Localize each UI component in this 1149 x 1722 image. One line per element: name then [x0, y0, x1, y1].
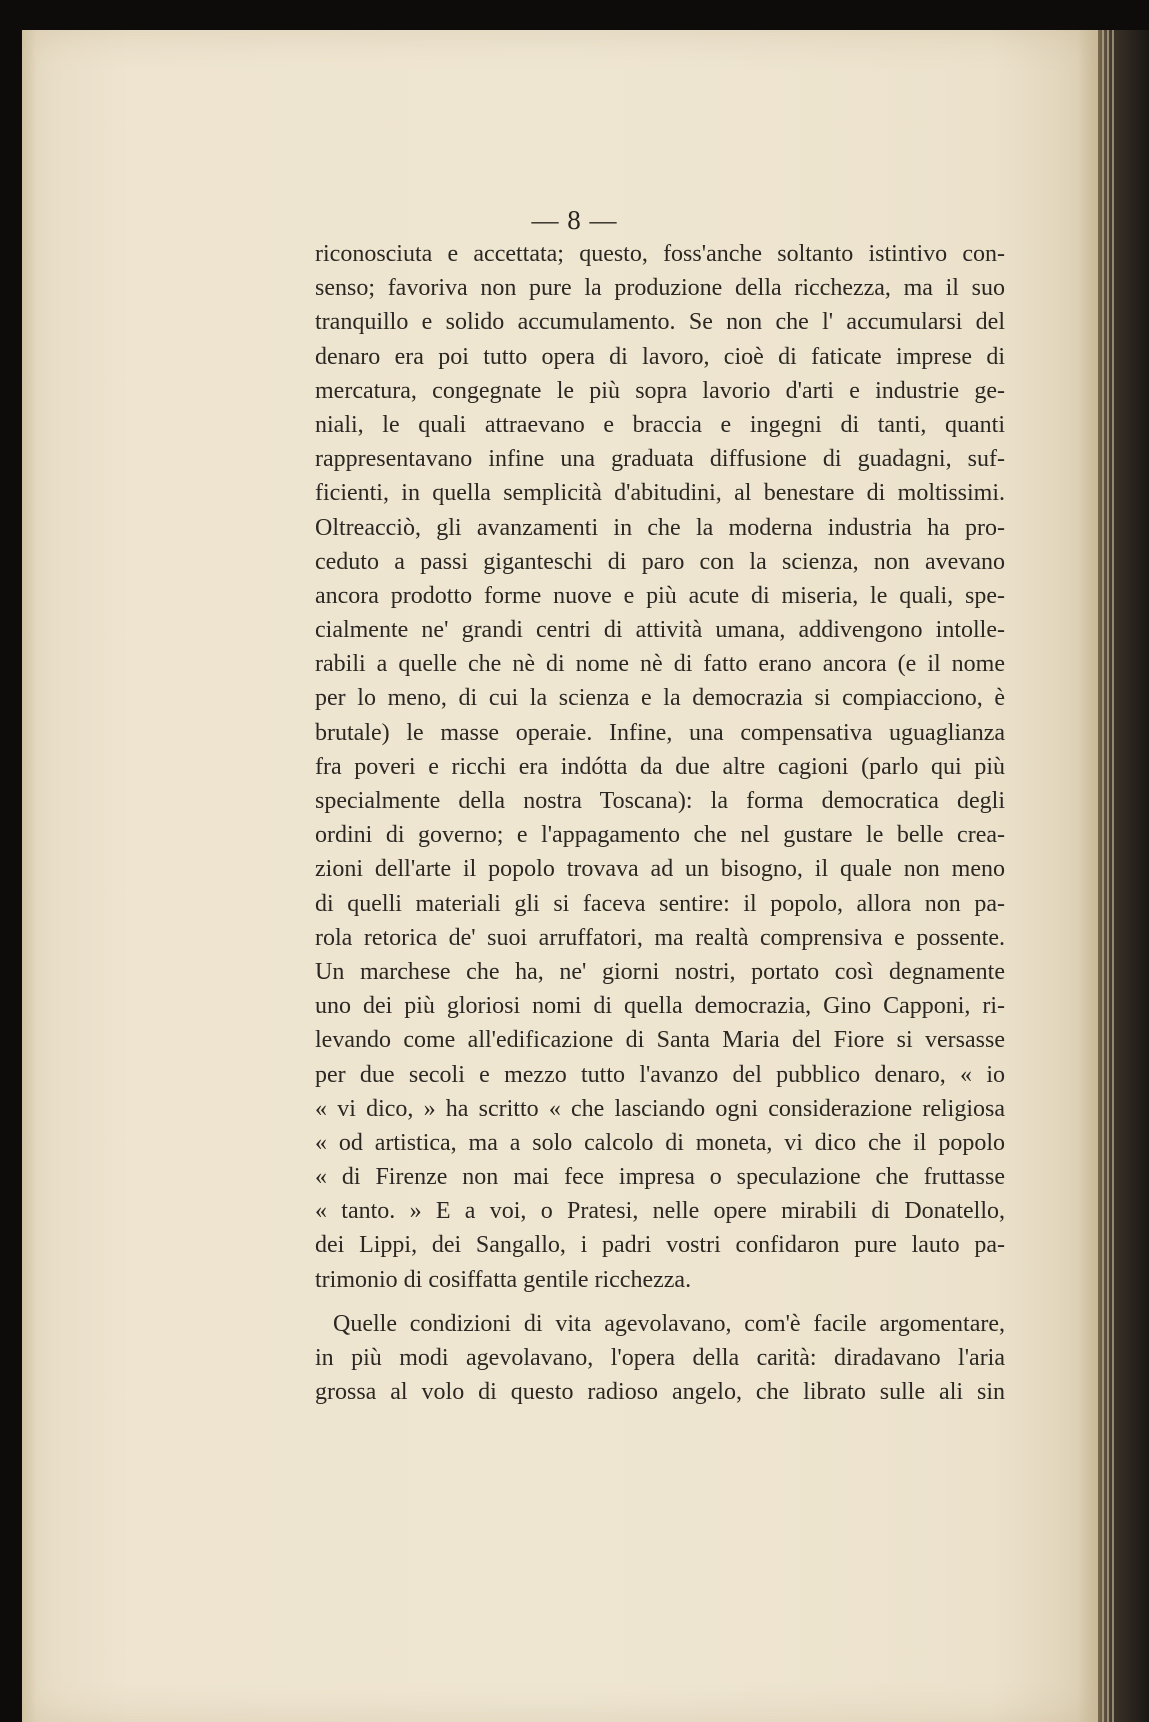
- text-line: cialmente ne' grandi centri di attività umana, addivengono intolle-: [315, 617, 1005, 644]
- body-text: [315, 237, 1005, 1409]
- text-line: di quelli materiali gli si faceva sentire: il popolo, allora non pa-: [315, 890, 1005, 917]
- page-gutter-shadow: [22, 30, 36, 1722]
- text-line: ancora prodotto forme nuove e più acute di miseria, le quali, spe-: [315, 582, 1005, 609]
- text-line: ordini di governo; e l'appagamento che nel gustare le belle crea-: [315, 822, 1005, 849]
- text-line: niali, le quali attraevano e braccia e ingegni di tanti, quanti: [315, 411, 1005, 438]
- text-line: « di Firenze non mai fece impresa o speculazione che fruttasse: [315, 1164, 1005, 1191]
- text-line: uno dei più gloriosi nomi di quella democrazia, Gino Capponi, ri-: [315, 993, 1005, 1020]
- text-line: Quelle condizioni di vita agevolavano, com'è facile argomentare,: [333, 1310, 1005, 1337]
- page-edge-shadow: [1078, 30, 1098, 1722]
- page-leaf-edge: [1107, 30, 1109, 1722]
- text-line: grossa al volo di questo radioso angelo, che librato sulle ali sin: [315, 1379, 1005, 1406]
- text-line: Oltreacciò, gli avanzamenti in che la moderna industria ha pro-: [315, 514, 1005, 541]
- text-line: per due secoli e mezzo tutto l'avanzo del pubblico denaro, « io: [315, 1061, 1005, 1088]
- text-line: senso; favoriva non pure la produzione della ricchezza, ma il suo: [315, 275, 1005, 302]
- text-line: « tanto. » E a voi, o Pratesi, nelle opere mirabili di Donatello,: [315, 1198, 1005, 1225]
- page-leaf-edge: [1102, 30, 1104, 1722]
- text-line: ficienti, in quella semplicità d'abitudini, al benestare di moltissimi.: [315, 480, 1005, 507]
- text-line: riconosciuta e accettata; questo, foss'anche soltanto istintivo con-: [315, 241, 1005, 267]
- paragraph-gap: [315, 1297, 1005, 1307]
- text-line: tranquillo e solido accumulamento. Se non che l' accumularsi del: [315, 309, 1005, 336]
- text-line: in più modi agevolavano, l'opera della carità: diradavano l'aria: [315, 1345, 1005, 1371]
- text-line: brutale) le masse operaie. Infine, una compensativa uguaglianza: [315, 719, 1005, 746]
- scan-background-top: [0, 0, 1149, 30]
- text-line: trimonio di cosiffatta gentile ricchezza.: [315, 1266, 692, 1293]
- adjacent-page-edges: [1098, 30, 1149, 1722]
- text-line: dei Lippi, dei Sangallo, i padri vostri confidaron pure lauto pa-: [315, 1232, 1005, 1259]
- text-line: ceduto a passi giganteschi di paro con la scienza, non avevano: [315, 548, 1005, 575]
- text-line: zioni dell'arte il popolo trovava ad un bisogno, il quale non meno: [315, 856, 1005, 883]
- text-line: Un marchese che ha, ne' giorni nostri, portato così degnamente: [315, 958, 1005, 985]
- text-line: levando come all'edificazione di Santa Maria del Fiore si versasse: [315, 1027, 1005, 1054]
- text-line: fra poveri e ricchi era indótta da due altre cagioni (parlo qui più: [315, 753, 1005, 780]
- text-line: mercatura, congegnate le più sopra lavorio d'arti e industrie ge-: [315, 377, 1005, 404]
- text-line: rappresentavano infine una graduata diffusione di guadagni, suf-: [315, 446, 1005, 473]
- text-line: « od artistica, ma a solo calcolo di moneta, vi dico che il popolo: [315, 1129, 1005, 1156]
- paragraph: [315, 237, 1005, 1297]
- text-line: specialmente della nostra Toscana): la forma democratica degli: [315, 788, 1005, 814]
- text-line: per lo meno, di cui la scienza e la democrazia si compiacciono, è: [315, 685, 1005, 712]
- text-line: « vi dico, » ha scritto « che lasciando ogni considerazione religiosa: [315, 1095, 1005, 1122]
- page-leaf-edge: [1112, 30, 1114, 1722]
- text-line: denaro era poi tutto opera di lavoro, cioè di faticate imprese di: [315, 343, 1005, 370]
- paragraph: [315, 1307, 1005, 1410]
- text-line: rola retorica de' suoi arruffatori, ma realtà comprensiva e possente.: [315, 924, 1005, 951]
- text-line: rabili a quelle che nè di nome nè di fatto erano ancora (e il nome: [315, 651, 1005, 678]
- page-number: — 8 —: [531, 205, 618, 235]
